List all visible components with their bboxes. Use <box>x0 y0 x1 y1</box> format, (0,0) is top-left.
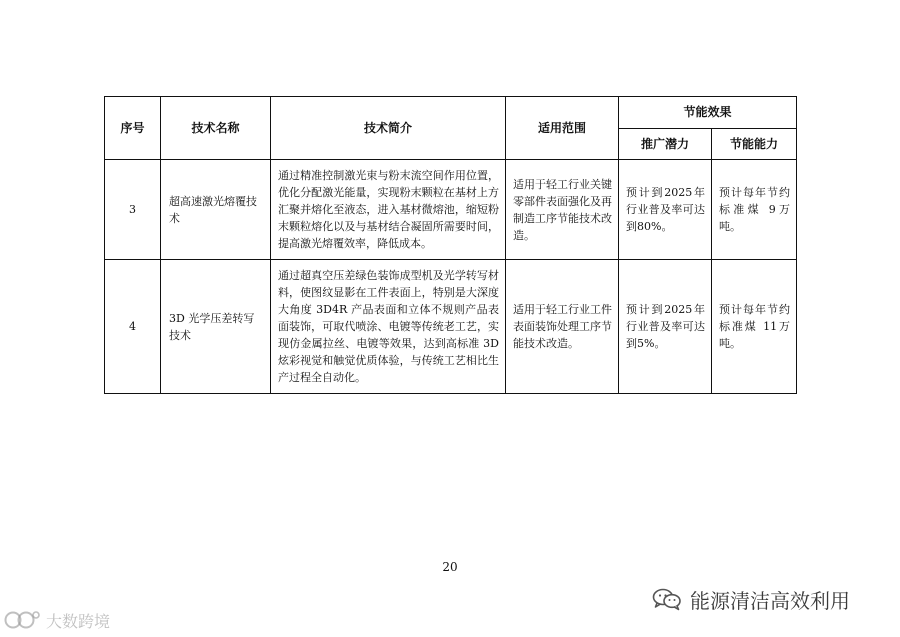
wechat-icon <box>652 587 682 611</box>
header-row <box>105 97 797 129</box>
cell-tech-name: 超高速激光熔覆技术 <box>161 160 271 260</box>
watermark <box>4 608 110 632</box>
header-energy-effect: 节能效果 <box>619 97 797 129</box>
cell-scope: 适用于轻工行业关键零部件表面强化及再制造工序节能技术改造。 <box>506 160 619 260</box>
cell-tech-name: 3D 光学压差转写技术 <box>161 260 271 394</box>
watermark-text: 大数跨境 <box>46 611 111 631</box>
table-row <box>105 160 797 260</box>
table-row <box>105 260 797 394</box>
cell-scope: 适用于轻工行业工件表面装饰处理工序节能技术改造。 <box>506 260 619 394</box>
cell-tech-intro: 通过超真空压差绿色装饰成型机及光学转写材料，使图纹显影在工件表面上，特别是大深度大角度 3D4R 产品表面和立体不规则产品表面装饰，可取代喷涂、电镀等传统老工艺，实现仿金属拉丝、电镀等效果，达到高标准 3D 炫彩视觉和触觉优质体验，与传统工艺相比生产过程全自动化。 <box>271 260 506 394</box>
cell-potential: 预计到2025年行业普及率可达到80%。 <box>619 160 712 260</box>
cell-tech-intro: 通过精准控制激光束与粉末流空间作用位置，优化分配激光能量，实现粉末颗粒在基材上方汇聚并熔化至液态，进入基材微熔池，缩短粉末颗粒熔化以及与基材结合凝固所需要时间，提高激光熔覆效率，降低成本。 <box>271 160 506 260</box>
cell-potential: 预计到2025年行业普及率可达到5%。 <box>619 260 712 394</box>
brand-name: 能源清洁高效利用 <box>690 588 850 613</box>
header-capacity: 节能能力 <box>712 129 797 160</box>
watermark-logo <box>4 609 42 631</box>
wechat-account-brand <box>652 586 850 612</box>
header-tech-intro: 技术简介 <box>271 97 506 160</box>
page-number: 20 <box>442 560 458 574</box>
header-seq: 序号 <box>105 97 161 160</box>
cell-capacity: 预计每年节约标准煤 11万吨。 <box>712 260 797 394</box>
cell-capacity: 预计每年节约标准煤 9万吨。 <box>712 160 797 260</box>
cell-seq: 4 <box>105 260 161 394</box>
header-scope: 适用范围 <box>506 97 619 160</box>
header-potential: 推广潜力 <box>619 129 712 160</box>
cell-seq: 3 <box>105 160 161 260</box>
header-tech-name: 技术名称 <box>161 97 271 160</box>
energy-tech-table <box>104 96 797 394</box>
